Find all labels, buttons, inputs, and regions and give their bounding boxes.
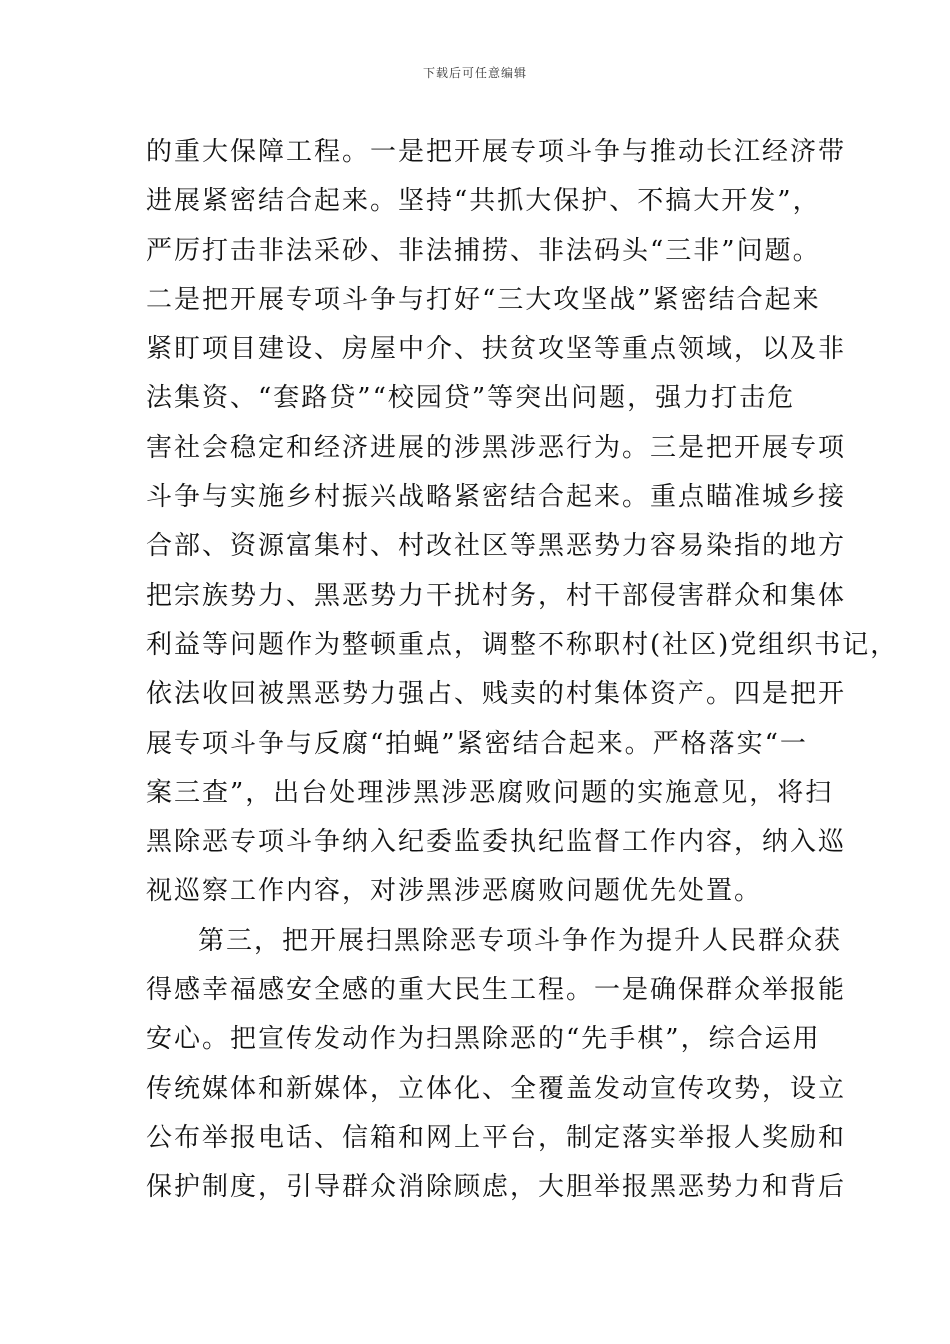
text-line: 案三查”，出台处理涉黑涉恶腐败问题的实施意见，将扫: [146, 777, 834, 808]
text-line: 法集资、“套路贷”“校园贷”等突出问题，强力打击危: [146, 383, 796, 414]
text-line: 得感幸福感安全感的重大民生工程。一是确保群众举报能: [146, 975, 847, 1006]
text-line: 利益等问题作为整顿重点，调整不称职村(社区)党组织书记，: [146, 629, 899, 660]
text-line: 二是把开展专项斗争与打好“三大攻坚战”紧密结合起来: [146, 284, 821, 315]
text-line: 害社会稳定和经济进展的涉黑涉恶行为。三是把开展专项: [146, 432, 847, 463]
text-line: 紧盯项目建设、房屋中介、扶贫攻坚等重点领域，以及非: [146, 334, 847, 365]
text-line: 保护制度，引导群众消除顾虑，大胆举报黑恶势力和背后: [146, 1172, 847, 1203]
text-line: 严厉打击非法采砂、非法捕捞、非法码头“三非”问题。: [146, 235, 821, 266]
text-line: 的重大保障工程。一是把开展专项斗争与推动长江经济带: [146, 137, 847, 167]
paragraph-start-line: 第三，把开展扫黑除恶专项斗争作为提升人民群众获: [198, 925, 843, 956]
text-line: 展专项斗争与反腐“拍蝇”紧密结合起来。严格落实“一: [146, 728, 808, 759]
text-line: 公布举报电话、信箱和网上平台，制定落实举报人奖励和: [146, 1122, 847, 1153]
text-line: 合部、资源富集村、村改社区等黑恶势力容易染指的地方: [146, 531, 847, 562]
text-line: 斗争与实施乡村振兴战略紧密结合起来。重点瞄准城乡接: [146, 482, 847, 513]
text-line: 依法收回被黑恶势力强占、贱卖的村集体资产。四是把开: [146, 679, 847, 710]
text-line: 黑除恶专项斗争纳入纪委监委执纪监督工作内容，纳入巡: [146, 827, 847, 858]
document-body: [146, 128, 899, 1213]
page-header: 下载后可任意编辑: [422, 66, 527, 80]
text-line: 视巡察工作内容，对涉黑涉恶腐败问题优先处置。: [146, 876, 763, 907]
text-line: 传统媒体和新媒体，立体化、全覆盖发动宣传攻势，设立: [146, 1073, 847, 1104]
text-line: 进展紧密结合起来。坚持“共抓大保护、不搞大开发”，: [146, 186, 821, 217]
text-line: 安心。把宣传发动作为扫黑除恶的“先手棋”，综合运用: [146, 1024, 821, 1055]
text-line: 把宗族势力、黑恶势力干扰村务，村干部侵害群众和集体: [146, 580, 847, 611]
